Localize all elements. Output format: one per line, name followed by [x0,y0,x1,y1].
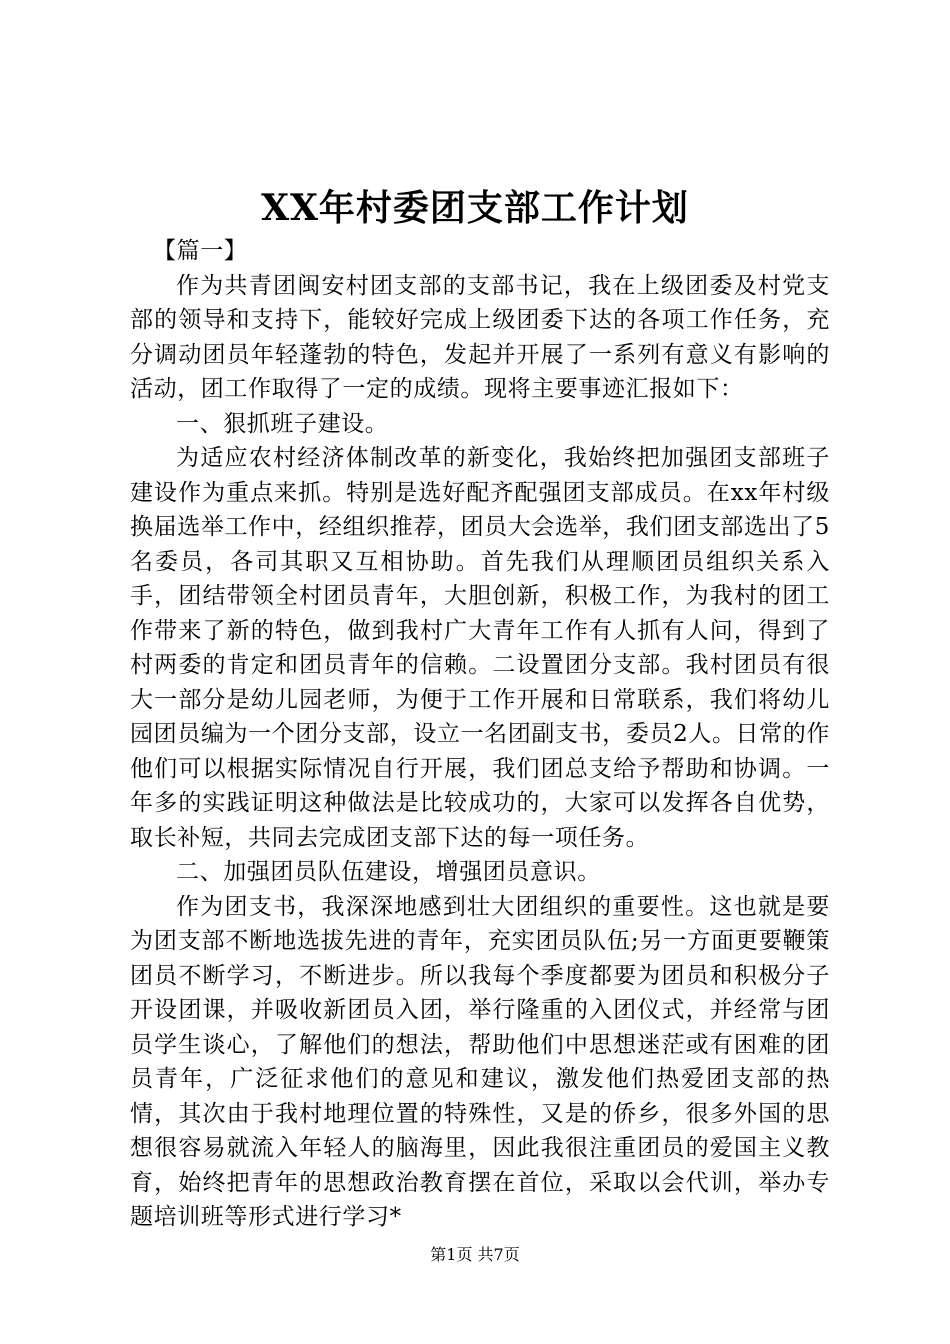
section-heading-part-one: 【篇一】 [153,238,248,264]
paragraph-team-building: 为适应农村经济体制改革的新变化，我始终把加强团支部班子建设作为重点来抓。特别是选好配齐配强团支部成员。在xx年村级换届选举工作中，经组织推荐，团员大会选举，我们团支部选出了5名委员，各司其职又互相协助。首先我们从理顺团员组织关系入手，团结带领全村团员青年，大胆创新，积极工作，为我村的团工作带来了新的特色，做到我村广大青年工作有人抓有人问，得到了村两委的肯定和团员青年的信赖。二设置团分支部。我村团员有很大一部分是幼儿园老师，为便于工作开展和日常联系，我们将幼儿园团员编为一个团分支部，设立一名团副支书，委员2人。日常的作他们可以根据实际情况自行开展，我们团总支给予帮助和协调。一年多的实践证明这种做法是比较成功的，大家可以发挥各自优势，取长补短，共同去完成团支部下达的每一项任务。 [130,445,830,851]
paragraph-intro: 作为共青团闽安村团支部的支部书记，我在上级团委及村党支部的领导和支持下，能较好完成上级团委下达的各项工作任务，充分调动团员年轻蓬勃的特色，发起并开展了一系列有意义有影响的活动，团工作取得了一定的成绩。现将主要事迹汇报如下： [130,272,830,402]
document-title: XX年村委团支部工作计划 [261,187,689,229]
paragraph-member-building: 作为团支书，我深深地感到壮大团组织的重要性。这也就是要为团支部不断地选拔先进的青年，充实团员队伍;另一方面更要鞭策团员不断学习，不断进步。所以我每个季度都要为团员和积极分子开设团课，并吸收新团员入团，举行隆重的入团仪式，并经常与团员学生谈心，了解他们的想法，帮助他们中思想迷茫或有困难的团员青年，广泛征求他们的意见和建议，激发他们热爱团支部的热情，其次由于我村地理位置的特殊性，又是的侨乡，很多外国的思想很容易就流入年轻人的脑海里，因此我很注重团员的爱国主义教育，始终把青年的思想政治教育摆在首位，采取以会代训，举办专题培训班等形式进行学习* [130,893,830,1230]
heading-team-building: 一、狠抓班子建设。 [176,410,389,437]
heading-member-building: 二、加强团员队伍建设，增强团员意识。 [176,859,601,885]
document-body [130,234,830,1235]
page-footer: 第1页 共7页 [430,1245,520,1264]
